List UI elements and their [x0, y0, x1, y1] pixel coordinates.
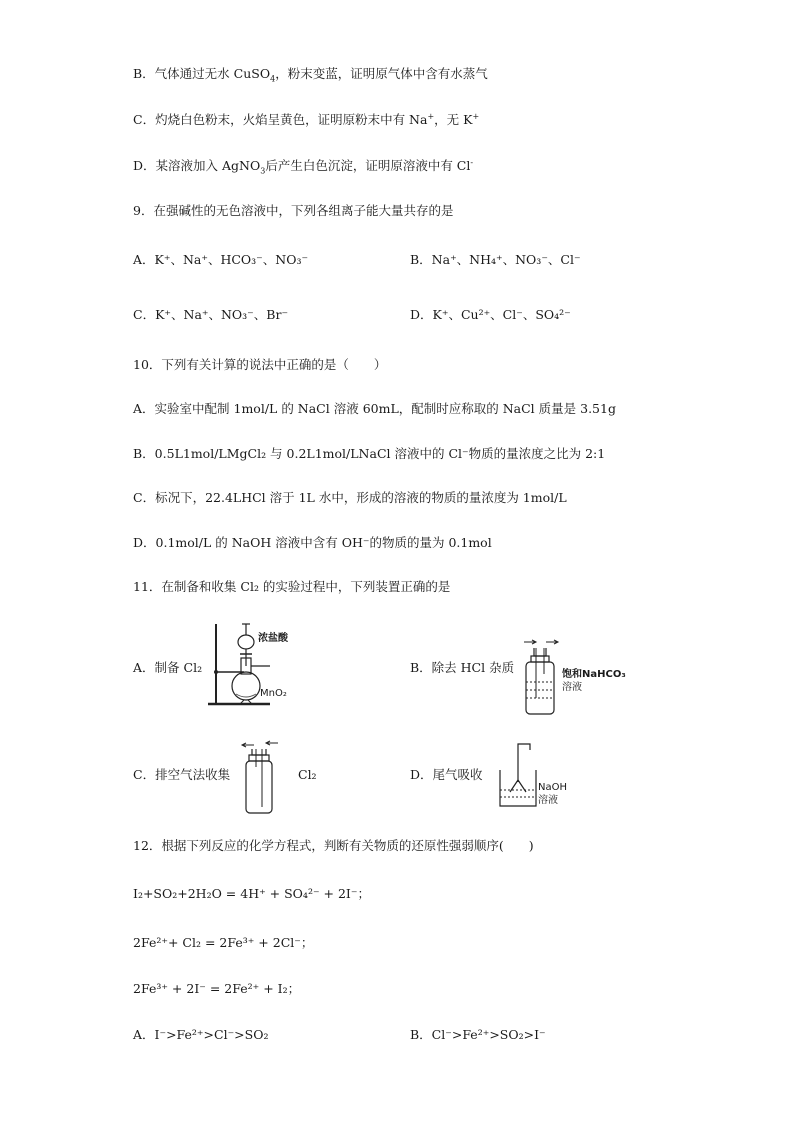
subscript: 3 — [260, 166, 266, 176]
q8-option-c — [133, 112, 479, 128]
label-naoh-solution: 溶液 — [538, 795, 558, 806]
q10-option-d: D．0.1mol/L 的 NaOH 溶液中含有 OH⁻的物质的量为 0.1mol — [133, 535, 492, 550]
wash-bottle-apparatus — [520, 638, 560, 718]
q11-option-d: D．尾气吸收 — [410, 767, 483, 782]
q12-equation-3: 2Fe³⁺ + 2I⁻ = 2Fe²⁺ + I₂； — [133, 981, 301, 996]
label-conc-hcl: 浓盐酸 — [258, 633, 288, 644]
q10-option-c: C．标况下，22.4LHCl 溶于 1L 水中，形成的溶液的物质的量浓度为 1mol/L — [133, 490, 567, 505]
q12-equation-1: I₂+SO₂+2H₂O = 4H⁺ + SO₄²⁻ + 2I⁻； — [133, 886, 370, 901]
label-cl2: Cl₂ — [298, 767, 317, 782]
q8-option-b — [133, 66, 488, 82]
superscript: - — [470, 157, 474, 167]
q8-option-b-text: B．气体通过无水 CuSO — [133, 66, 271, 81]
q11-stem: 11．在制备和收集 Cl₂ 的实验过程中，下列装置正确的是 — [133, 579, 451, 594]
q12-stem: 12．根据下列反应的化学方程式，判断有关物质的还原性强弱顺序( ) — [133, 838, 534, 853]
q9-option-b: B．Na⁺、NH₄⁺、NO₃⁻、Cl⁻ — [410, 252, 581, 267]
q9-option-a: A．K⁺、Na⁺、HCO₃⁻、NO₃⁻ — [133, 252, 309, 267]
q9-option-d: D．K⁺、Cu²⁺、Cl⁻、SO₄²⁻ — [410, 307, 571, 322]
q10-option-b: B．0.5L1mol/LMgCl₂ 与 0.2L1mol/LNaCl 溶液中的 Cl⁻物质的量浓度之比为 2:1 — [133, 446, 606, 461]
gas-collection-bottle — [236, 737, 284, 817]
q12-option-a: A．I⁻>Fe²⁺>Cl⁻>SO₂ — [133, 1027, 269, 1042]
q11-option-c: C．排空气法收集 — [133, 767, 231, 782]
q12-equation-2: 2Fe²⁺+ Cl₂ = 2Fe³⁺ + 2Cl⁻； — [133, 935, 314, 950]
q9-option-c: C．K⁺、Na⁺、NO₃⁻、Br⁻ — [133, 307, 289, 322]
label-naoh: NaOH — [538, 782, 567, 793]
q8-option-c-text: C．灼烧白色粉末，火焰呈黄色，证明原粉末中有 Na — [133, 112, 428, 127]
q9-stem: 9．在强碱性的无色溶液中，下列各组离子能大量共存的是 — [133, 203, 454, 218]
q10-stem: 10．下列有关计算的说法中正确的是（ ） — [133, 357, 387, 372]
q8-option-c-text-mid: ，无 K — [434, 112, 473, 127]
superscript: + — [472, 111, 480, 121]
label-nahco3: 饱和NaHCO₃ — [562, 669, 626, 680]
q10-option-a: A．实验室中配制 1mol/L 的 NaCl 溶液 60mL，配制时应称取的 NaCl 质量是 3.51g — [133, 401, 616, 416]
label-mno2: MnO₂ — [260, 688, 287, 699]
exhaust-absorption-beaker — [496, 740, 538, 810]
q8-option-b-text-end: ，粉末变蓝，证明原气体中含有水蒸气 — [275, 66, 488, 81]
superscript: + — [427, 111, 435, 121]
q11-option-b: B．除去 HCl 杂质 — [410, 660, 515, 675]
q8-option-d — [133, 158, 473, 174]
q12-option-b: B．Cl⁻>Fe²⁺>SO₂>I⁻ — [410, 1027, 546, 1042]
q8-option-d-text: D．某溶液加入 AgNO — [133, 158, 261, 173]
subscript: 4 — [270, 74, 276, 84]
label-nahco3-solution: 溶液 — [562, 682, 582, 693]
q11-option-a: A．制备 Cl₂ — [133, 660, 203, 675]
q8-option-d-text-mid: 后产生白色沉淀，证明原溶液中有 Cl — [265, 158, 471, 173]
chlorine-generator-apparatus — [200, 620, 310, 710]
